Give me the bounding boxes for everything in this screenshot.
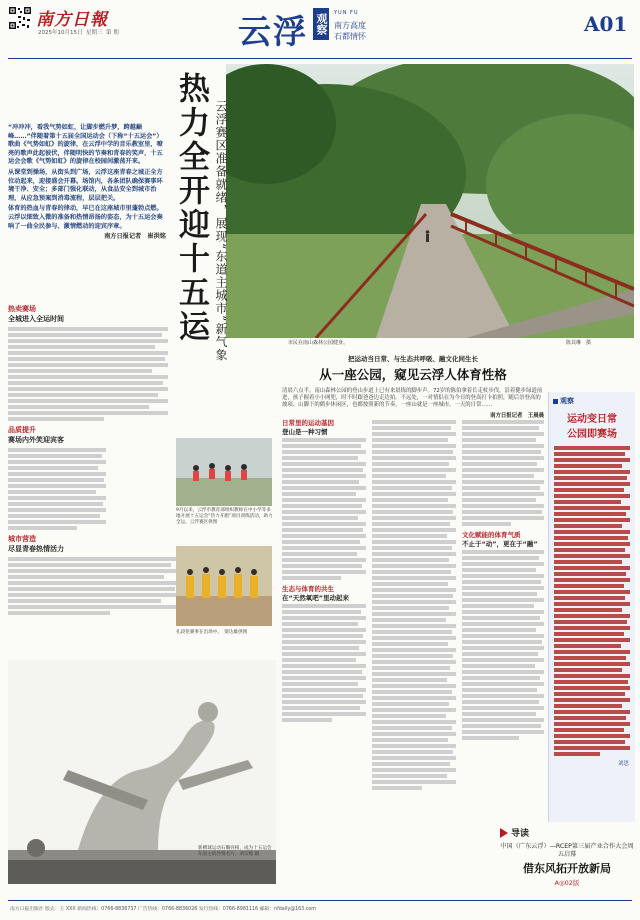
square-icon [553, 399, 558, 404]
feature-kicker: 把运动当日常、与生态共呼吸、融文化同生长 [348, 355, 478, 363]
body-text-block [282, 438, 366, 580]
guide-ref-link[interactable]: A◎02版 [554, 879, 580, 887]
photo-performance[interactable] [176, 546, 272, 626]
section-sub-3: 尽显青春热情活力 [8, 545, 64, 553]
body-text-block [8, 557, 178, 615]
feature-col-1 [282, 418, 366, 724]
newspaper-logo: 南方日報 [36, 10, 108, 30]
lead-paragraph-1: “冲冲冲，看我气势如虹，让脚步燃升梦，跨越巅峰……”伴随着第十五届全国运动会（下称“十五运会”）歌曲《气势如虹》的旋律，在云浮中学的音乐教室里，嘹亮的歌声此起彼伏，伴随明快的节奏和青春的笑声，十五运会会歌《气势如虹》的旋律在校园间激荡开来。 [8, 124, 163, 166]
section-head-3: 城市营造 [8, 535, 36, 543]
triangle-icon [500, 828, 508, 838]
masthead-rule [8, 58, 632, 59]
photo-students-training[interactable] [176, 438, 272, 506]
feature-col-3 [462, 418, 544, 742]
lead-article [8, 124, 166, 244]
feature-section-head-2: 生态与体育的共生 [282, 585, 334, 593]
qr-code-icon[interactable] [8, 6, 32, 30]
lead-paragraph-3: 体育的热血与青春的律动，早已在这座城市里蓬勃点燃。云浮以细致入微的准备和热情昂扬的姿态，为十五运会奏响了一曲全民参与、激情燃动的迎宾序章。 [8, 205, 163, 230]
sidebar-tag-label: 观察 [560, 397, 574, 405]
body-text-block [372, 420, 456, 790]
lead-byline: 南方日报记者 崔洪铭 [104, 233, 166, 241]
page-number: A01 [584, 12, 628, 36]
date-text: 2025年10月15日 [38, 30, 83, 36]
body-text-block [462, 550, 544, 740]
section-sub-1: 全城进入全运时间 [8, 315, 64, 323]
sidebar-byline: 刘思 [617, 761, 629, 767]
section-sub-2: 赛场内外笑迎宾客 [8, 436, 64, 444]
main-photo-park-trail[interactable] [226, 64, 634, 338]
lead-paragraph-2: 从课堂到操场，从街头到广场，云浮这座青春之城正全方位动起来，迎接盛会开幕。场馆内，各条团队确保赛事环境干净、安全；多部门强化联动，从食品安全到城市治理，从应急预案到消毒流程，层层把关。 [8, 168, 163, 202]
guide-label: 导读 [511, 829, 530, 839]
slogan-line-1: 南方高度 [334, 21, 366, 30]
feature-section-head-1: 日常里的运动基因 [282, 419, 334, 427]
photo-sculpture-caption: 新横球运动石雕亮相，成为十五运会东道主的热情名片。刘宗熙 摄 [198, 846, 272, 857]
slogan-line-2: 石都情怀 [334, 32, 366, 41]
section-name: 云浮 [238, 12, 308, 51]
main-photo-caption: 市民在南山森林公园健身。 [288, 340, 349, 346]
feature-byline: 南方日报记者 王晨晨 [490, 413, 544, 419]
body-text-block [8, 448, 106, 530]
sub-headline: 云浮赛区准备就绪，展现“东道主城市”新气象 [214, 100, 228, 362]
guide-label-row [500, 826, 634, 839]
body-text-block [8, 327, 168, 421]
sidebar-commentary [548, 392, 635, 822]
body-text-block [462, 420, 544, 526]
sidebar-title-1: 运动变日常 [567, 414, 617, 425]
guide-text: 中国（广东云浮）—RCEP第三届产业合作大会周五启幕 [500, 843, 634, 858]
feature-article [282, 354, 544, 419]
feature-col-2 [372, 418, 456, 792]
section-tag: 观察 [313, 8, 329, 40]
section-head-1: 热卖赛场 [8, 305, 36, 313]
feature-section-head-3: 文化赋能的体育气质 [462, 531, 521, 539]
left-column [8, 304, 168, 617]
weekday-text: 星期三 [86, 30, 103, 36]
section-pinyin: YUN FU [334, 10, 359, 16]
feature-section-sub-2: 在“天然氧吧”里动起来 [282, 594, 350, 602]
guide-title: 借东风拓开放新局 [523, 862, 611, 875]
masthead [0, 0, 640, 62]
feature-title: 从一座公园，窥见云浮人体育性格 [319, 367, 507, 382]
body-text-block [554, 446, 630, 756]
photo-performance-caption: 孔段伦赛事在出场中。 梁达雄供图 [176, 630, 248, 635]
main-headline: 热力全开迎十五运 [173, 72, 209, 344]
footer-info: 南方日报出版社 版式：王 XXX 新闻热线：0766-8836737 广告热线：0766-8836026 发行热线：0766-8981116 邮箱：nfdaily@163.com [10, 907, 316, 912]
section-head-2: 品质提升 [8, 426, 36, 434]
feature-intro: 清晨六点半，南山森林公园的登山步道上已有来晨练的脚步声。72岁的陈伯拿着长走杖步伐，沿着健步绿道前进，孩子握着小小网兜，时不时跟爸爸边走边拍。不远处，一对情侣在为今日的登高打卡拍照，随后崇登高的坡项、山脚下的鹤步休闲区，也都按照新的节奏，一座山就是一座城市，一天的日常…… [282, 388, 543, 408]
sidebar-tag [553, 396, 635, 406]
issue-text: 第 期 [106, 30, 119, 36]
sidebar-title-2: 公园即赛场 [567, 429, 617, 440]
guide-box[interactable] [500, 826, 634, 896]
body-text-block [282, 604, 366, 722]
photo-students-caption: 9月以来，云浮市教育部组织教师在中小学等多地开展十五运会“热力开跑”项目训练活动，助力全运。云浮赛区供图 [176, 508, 273, 525]
feature-section-sub-3: 不止于“动”，更在于“融” [462, 540, 538, 548]
main-photo-credit: 陈其琳 摄 [566, 340, 592, 346]
footer-rule [8, 900, 632, 901]
feature-section-sub-1: 登山是一种习惯 [282, 428, 328, 436]
issue-date [38, 28, 119, 36]
